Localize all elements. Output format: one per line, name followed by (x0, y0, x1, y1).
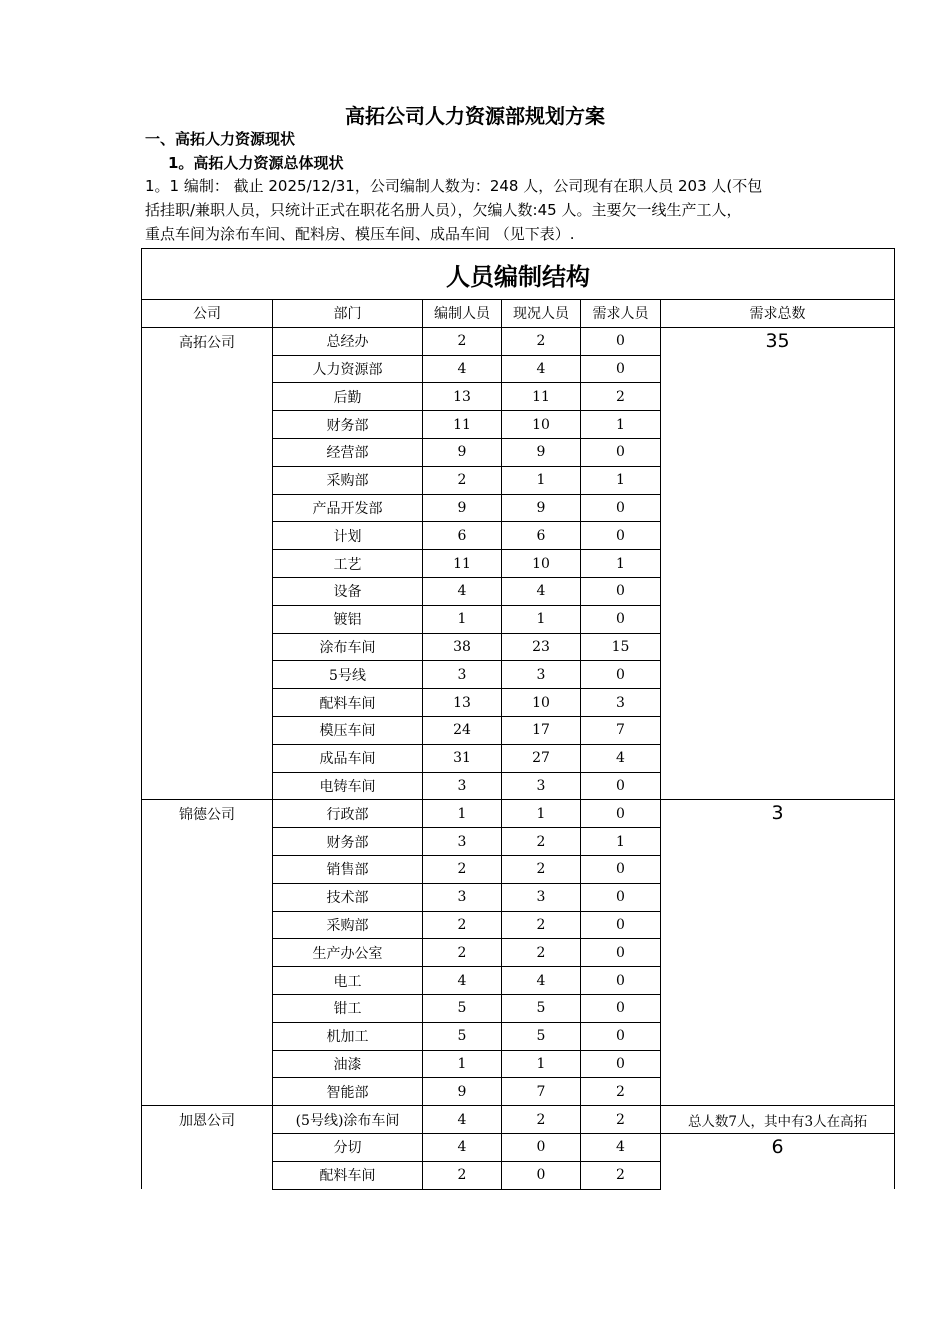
department-cell: 财务部 (273, 411, 423, 439)
planned-cell: 13 (423, 383, 502, 411)
group-note-cell: 总人数7人，其中有3人在高拓 (661, 1106, 895, 1134)
planned-cell: 3 (423, 883, 502, 911)
planned-cell: 31 (423, 744, 502, 772)
planned-cell: 5 (423, 1022, 502, 1050)
header-planned: 编制人员 (423, 300, 502, 328)
department-cell: 涂布车间 (273, 633, 423, 661)
planned-cell: 3 (423, 661, 502, 689)
current-cell: 1 (502, 605, 581, 633)
current-cell: 2 (502, 911, 581, 939)
planned-cell: 4 (423, 1106, 502, 1134)
department-cell: 经营部 (273, 438, 423, 466)
current-cell: 5 (502, 994, 581, 1022)
department-cell: 模压车间 (273, 716, 423, 744)
table-row (142, 327, 895, 355)
department-cell: 计划 (273, 522, 423, 550)
needed-cell: 4 (581, 1133, 661, 1161)
needed-cell: 2 (581, 383, 661, 411)
current-cell: 0 (502, 1161, 581, 1189)
needed-total-cell: 3 (661, 800, 895, 1106)
department-cell: 技术部 (273, 883, 423, 911)
department-cell: 油漆 (273, 1050, 423, 1078)
planned-cell: 13 (423, 689, 502, 717)
needed-cell: 0 (581, 438, 661, 466)
planned-cell: 9 (423, 1078, 502, 1106)
planned-cell: 4 (423, 967, 502, 995)
needed-cell: 0 (581, 1022, 661, 1050)
table-title: 人员编制结构 (142, 249, 895, 300)
department-cell: 5号线 (273, 661, 423, 689)
planned-cell: 1 (423, 605, 502, 633)
current-cell: 17 (502, 716, 581, 744)
current-cell: 10 (502, 411, 581, 439)
department-cell: 总经办 (273, 327, 423, 355)
needed-cell: 0 (581, 911, 661, 939)
department-cell: 电工 (273, 967, 423, 995)
company-cell: 加恩公司 (142, 1106, 273, 1189)
needed-cell: 0 (581, 661, 661, 689)
department-cell: 设备 (273, 577, 423, 605)
department-cell: 配料车间 (273, 689, 423, 717)
department-cell: 行政部 (273, 800, 423, 828)
department-cell: 配料车间 (273, 1161, 423, 1189)
needed-cell: 3 (581, 689, 661, 717)
needed-cell: 0 (581, 355, 661, 383)
department-cell: 成品车间 (273, 744, 423, 772)
department-cell: 产品开发部 (273, 494, 423, 522)
current-cell: 1 (502, 1050, 581, 1078)
department-cell: 机加工 (273, 1022, 423, 1050)
current-cell: 2 (502, 939, 581, 967)
current-cell: 3 (502, 661, 581, 689)
department-cell: 电铸车间 (273, 772, 423, 800)
needed-cell: 0 (581, 994, 661, 1022)
needed-cell: 1 (581, 466, 661, 494)
planned-cell: 4 (423, 355, 502, 383)
current-cell: 6 (502, 522, 581, 550)
current-cell: 27 (502, 744, 581, 772)
needed-cell: 0 (581, 939, 661, 967)
planned-cell: 2 (423, 466, 502, 494)
department-cell: 采购部 (273, 911, 423, 939)
current-cell: 4 (502, 355, 581, 383)
needed-cell: 7 (581, 716, 661, 744)
planned-cell: 2 (423, 911, 502, 939)
table-title-row (142, 249, 895, 300)
current-cell: 9 (502, 494, 581, 522)
current-cell: 2 (502, 327, 581, 355)
table-row (142, 1106, 895, 1134)
needed-total-cell: 35 (661, 327, 895, 800)
header-current: 现况人员 (502, 300, 581, 328)
needed-cell: 0 (581, 327, 661, 355)
header-department: 部门 (273, 300, 423, 328)
needed-cell: 0 (581, 494, 661, 522)
planned-cell: 11 (423, 550, 502, 578)
planned-cell: 2 (423, 1161, 502, 1189)
planned-cell: 9 (423, 438, 502, 466)
current-cell: 10 (502, 689, 581, 717)
department-cell: 钳工 (273, 994, 423, 1022)
planned-cell: 6 (423, 522, 502, 550)
planned-cell: 11 (423, 411, 502, 439)
table-header-row (142, 300, 895, 328)
needed-cell: 0 (581, 605, 661, 633)
needed-cell: 15 (581, 633, 661, 661)
current-cell: 9 (502, 438, 581, 466)
current-cell: 3 (502, 883, 581, 911)
needed-cell: 0 (581, 967, 661, 995)
needed-total-cell: 6 (661, 1133, 895, 1189)
company-cell: 高拓公司 (142, 327, 273, 800)
subsection-heading: 1。高拓人力资源总体现状 (168, 154, 344, 172)
planned-cell: 2 (423, 327, 502, 355)
paragraph-line: 重点车间为涂布车间、配料房、模压车间、成品车间 （见下表）. (145, 225, 575, 243)
department-cell: 财务部 (273, 828, 423, 856)
company-cell: 锦德公司 (142, 800, 273, 1106)
department-cell: 后勤 (273, 383, 423, 411)
planned-cell: 5 (423, 994, 502, 1022)
department-cell: 采购部 (273, 466, 423, 494)
needed-cell: 0 (581, 577, 661, 605)
current-cell: 3 (502, 772, 581, 800)
planned-cell: 2 (423, 855, 502, 883)
planned-cell: 9 (423, 494, 502, 522)
current-cell: 2 (502, 1106, 581, 1134)
needed-cell: 1 (581, 411, 661, 439)
department-cell: 工艺 (273, 550, 423, 578)
department-cell: 镀铝 (273, 605, 423, 633)
header-company: 公司 (142, 300, 273, 328)
paragraph-line: 1。1 编制： 截止 2025/12/31，公司编制人数为：248 人，公司现有在职人员 203 人(不包 (145, 177, 763, 195)
current-cell: 7 (502, 1078, 581, 1106)
needed-cell: 0 (581, 1050, 661, 1078)
planned-cell: 2 (423, 939, 502, 967)
current-cell: 23 (502, 633, 581, 661)
paragraph-line: 括挂职/兼职人员，只统计正式在职花名册人员），欠编人数:45 人。主要欠一线生产工人， (145, 201, 742, 219)
header-needed: 需求人员 (581, 300, 661, 328)
department-cell: 销售部 (273, 855, 423, 883)
planned-cell: 4 (423, 1133, 502, 1161)
current-cell: 0 (502, 1133, 581, 1161)
needed-cell: 0 (581, 855, 661, 883)
needed-cell: 0 (581, 800, 661, 828)
current-cell: 2 (502, 855, 581, 883)
planned-cell: 1 (423, 1050, 502, 1078)
needed-cell: 0 (581, 883, 661, 911)
planned-cell: 3 (423, 772, 502, 800)
current-cell: 4 (502, 577, 581, 605)
header-needed-total: 需求总数 (661, 300, 895, 328)
current-cell: 5 (502, 1022, 581, 1050)
department-cell: 智能部 (273, 1078, 423, 1106)
needed-cell: 4 (581, 744, 661, 772)
current-cell: 10 (502, 550, 581, 578)
current-cell: 1 (502, 800, 581, 828)
current-cell: 11 (502, 383, 581, 411)
planned-cell: 24 (423, 716, 502, 744)
needed-cell: 2 (581, 1078, 661, 1106)
current-cell: 1 (502, 466, 581, 494)
planned-cell: 4 (423, 577, 502, 605)
needed-cell: 2 (581, 1161, 661, 1189)
needed-cell: 1 (581, 550, 661, 578)
table-row (142, 800, 895, 828)
section-heading: 一、高拓人力资源现状 (145, 130, 296, 148)
current-cell: 2 (502, 828, 581, 856)
staffing-table (141, 248, 895, 1190)
department-cell: 人力资源部 (273, 355, 423, 383)
needed-cell: 2 (581, 1106, 661, 1134)
planned-cell: 1 (423, 800, 502, 828)
page-title: 高拓公司人力资源部规划方案 (345, 104, 605, 128)
needed-cell: 0 (581, 772, 661, 800)
department-cell: 分切 (273, 1133, 423, 1161)
planned-cell: 38 (423, 633, 502, 661)
planned-cell: 3 (423, 828, 502, 856)
needed-cell: 1 (581, 828, 661, 856)
department-cell: 生产办公室 (273, 939, 423, 967)
current-cell: 4 (502, 967, 581, 995)
needed-cell: 0 (581, 522, 661, 550)
body-paragraph (145, 174, 825, 246)
department-cell: (5号线)涂布车间 (273, 1106, 423, 1134)
